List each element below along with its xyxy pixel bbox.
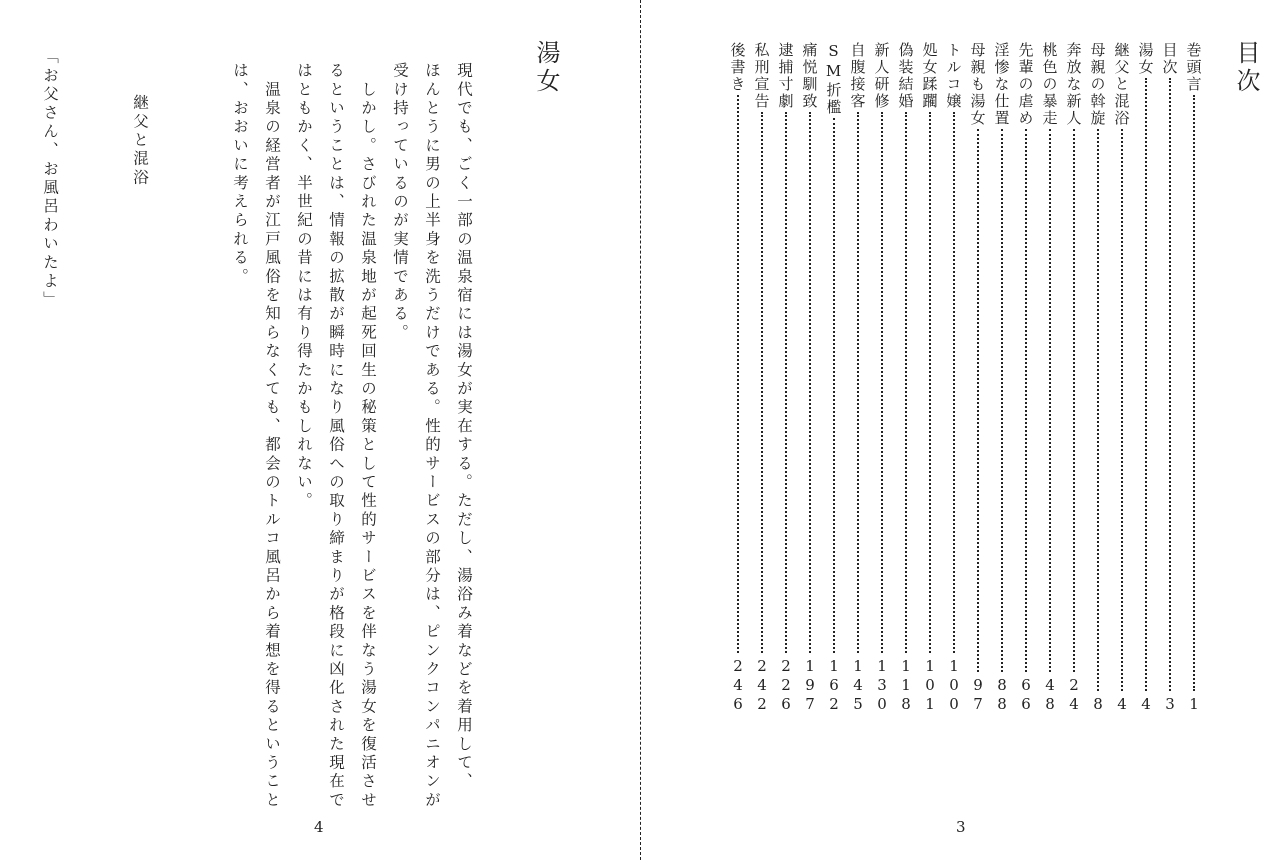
- toc-page-number: 101: [921, 657, 939, 714]
- leader-dots: [881, 112, 883, 653]
- toc-page-number: 4: [1137, 695, 1155, 714]
- toc-label: 逮捕寸劇: [776, 42, 795, 110]
- toc-entry[interactable]: [726, 42, 750, 714]
- leader-dots: [809, 112, 811, 653]
- toc-entry[interactable]: [942, 42, 966, 714]
- toc-label: 後書き: [728, 42, 747, 93]
- toc-page-number: 100: [945, 657, 963, 714]
- toc-page-number: 3: [1161, 695, 1179, 714]
- toc-page-number: 226: [777, 657, 795, 714]
- toc-entry[interactable]: [1014, 42, 1038, 714]
- toc-page-number: 24: [1065, 676, 1083, 714]
- toc-entry[interactable]: [1134, 42, 1158, 714]
- leader-dots: [857, 112, 859, 653]
- toc-page-number: 48: [1041, 676, 1059, 714]
- toc-label: 私刑宣告: [752, 42, 771, 110]
- toc-label: 先輩の虐め: [1016, 42, 1035, 127]
- toc-entry[interactable]: [1182, 42, 1206, 714]
- toc-label: 偽装結婚: [896, 42, 915, 110]
- toc-page-number: 145: [849, 657, 867, 714]
- toc-entry[interactable]: [774, 42, 798, 714]
- page-number: 4: [314, 818, 324, 836]
- page-number: 3: [956, 818, 966, 836]
- paragraph-line: はともかく、半世紀の昔には有り得たかもしれない。: [295, 62, 313, 511]
- leader-dots: [1169, 78, 1171, 691]
- paragraph-line: るということは、情報の拡散が瞬時になり風俗への取り締まりが格段に凶化された現在で: [327, 62, 345, 810]
- toc-entry[interactable]: [822, 42, 846, 714]
- toc-entry[interactable]: [1110, 42, 1134, 714]
- toc-entry[interactable]: [798, 42, 822, 714]
- leader-dots: [785, 112, 787, 653]
- toc-label: 母親も湯女: [968, 42, 987, 127]
- paragraph-line: ほんとうに男の上半身を洗うだけである。性的サービスの部分は、ピンクコンパニオンが: [423, 62, 441, 810]
- paragraph-line: しかし。さびれた温泉地が起死回生の秘策として性的サービスを伴なう湯女を復活させ: [359, 62, 377, 810]
- leader-dots: [737, 95, 739, 653]
- toc-page-number: 130: [873, 657, 891, 714]
- toc-page-number: 8: [1089, 695, 1107, 714]
- toc-label: トルコ嬢: [944, 42, 963, 110]
- toc-page-number: 1: [1185, 695, 1203, 714]
- toc-label: 継父と混浴: [1112, 42, 1131, 127]
- leader-dots: [977, 129, 979, 672]
- toc-entry[interactable]: [1158, 42, 1182, 714]
- toc-label: 奔放な新人: [1064, 42, 1083, 127]
- leader-dots: [761, 112, 763, 653]
- leader-dots: [1073, 129, 1075, 672]
- toc-label: 処女蹂躙: [920, 42, 939, 110]
- toc-label: 桃色の暴走: [1040, 42, 1059, 127]
- toc-label: SM折檻: [824, 42, 843, 116]
- toc-label: 巻頭言: [1184, 42, 1203, 93]
- toc-label: 自腹接客: [848, 42, 867, 110]
- toc-entry[interactable]: [846, 42, 870, 714]
- page-divider: [640, 0, 641, 860]
- toc-entry[interactable]: [1038, 42, 1062, 714]
- toc-page-number: 97: [969, 676, 987, 714]
- paragraph-line: 現代でも、ごく一部の温泉宿には湯女が実在する。ただし、湯浴み着などを着用して、: [455, 62, 473, 792]
- toc-page-number: 88: [993, 676, 1011, 714]
- leader-dots: [833, 118, 835, 653]
- toc-label: 淫惨な仕置: [992, 42, 1011, 127]
- paragraph-line: 受け持っているのが実情である。: [391, 62, 409, 343]
- toc-page-number: 4: [1113, 695, 1131, 714]
- toc-label: 痛悦馴致: [800, 42, 819, 110]
- paragraph-line: は、おおいに考えられる。: [231, 62, 249, 287]
- dialogue-line: 「お父さん、お風呂わいたよ」: [41, 48, 59, 310]
- chapter-heading: 継父と混浴: [131, 94, 149, 188]
- leader-dots: [1001, 129, 1003, 672]
- toc-label: 目次: [1160, 42, 1179, 76]
- toc-entry[interactable]: [966, 42, 990, 714]
- toc-entry[interactable]: [894, 42, 918, 714]
- toc-entry[interactable]: [870, 42, 894, 714]
- section-title: 湯女: [532, 40, 560, 96]
- toc-page-number: 162: [825, 657, 843, 714]
- toc-entry[interactable]: [750, 42, 774, 714]
- toc-page-number: 197: [801, 657, 819, 714]
- toc-label: 母親の斡旋: [1088, 42, 1107, 127]
- toc-title: 目次: [1232, 40, 1260, 96]
- toc-page-number: 242: [753, 657, 771, 714]
- toc-label: 新人研修: [872, 42, 891, 110]
- right-page: [642, 0, 1280, 860]
- leader-dots: [1121, 129, 1123, 691]
- toc-entry[interactable]: [1086, 42, 1110, 714]
- toc-entry[interactable]: [990, 42, 1014, 714]
- leader-dots: [953, 112, 955, 653]
- leader-dots: [1025, 129, 1027, 672]
- toc-entry[interactable]: [918, 42, 942, 714]
- leader-dots: [905, 112, 907, 653]
- leader-dots: [1097, 129, 1099, 691]
- leader-dots: [1049, 129, 1051, 672]
- toc-entry[interactable]: [1062, 42, 1086, 714]
- leader-dots: [1145, 78, 1147, 691]
- toc-label: 湯女: [1136, 42, 1155, 76]
- toc-page-number: 246: [729, 657, 747, 714]
- paragraph-line: 温泉の経営者が江戸風俗を知らなくても、都会のトルコ風呂から着想を得るということ: [263, 62, 281, 810]
- toc-page-number: 118: [897, 657, 915, 714]
- leader-dots: [929, 112, 931, 653]
- leader-dots: [1193, 95, 1195, 691]
- toc-page-number: 66: [1017, 676, 1035, 714]
